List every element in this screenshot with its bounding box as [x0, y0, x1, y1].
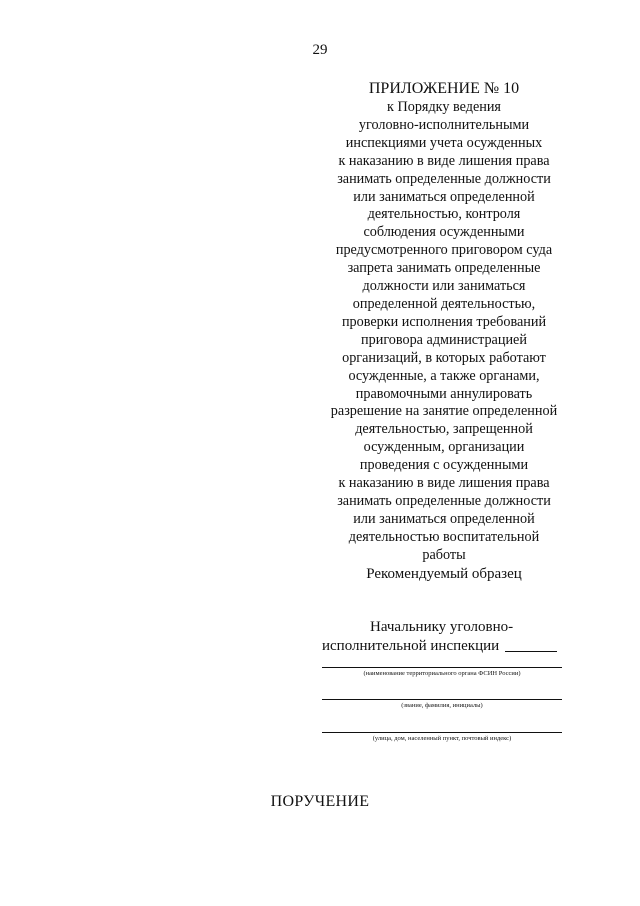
appendix-description: [314, 99, 574, 565]
appendix-line: определенной деятельностью,: [352, 295, 536, 312]
addressee-line-2: [322, 637, 572, 656]
appendix-line: должности или заниматься: [362, 278, 526, 295]
appendix-line: соблюдения осужденными: [363, 224, 525, 241]
appendix-line: разрешение на занятие определенной: [330, 403, 558, 420]
appendix-line: осужденные, а также органами,: [348, 367, 540, 384]
organ-name-caption: (наименование территориального органа ФСИН России): [363, 670, 521, 677]
appendix-line: осужденным, организации: [363, 439, 525, 456]
appendix-line: предусмотренного приговором суда: [335, 242, 553, 259]
appendix-line: к наказанию в виде лишения права: [338, 152, 550, 169]
addressee-line-2-text: исполнительной инспекции: [322, 638, 500, 654]
appendix-title: ПРИЛОЖЕНИЕ № 10: [368, 80, 520, 97]
person-name-field[interactable]: [322, 699, 562, 700]
person-name-caption: (звание, фамилия, инициалы): [401, 702, 483, 709]
appendix-line: деятельностью воспитательной: [348, 528, 540, 545]
page-number: 29: [312, 42, 328, 58]
appendix-line: занимать определенные должности: [337, 492, 551, 509]
inspection-name-blank[interactable]: [505, 651, 557, 652]
appendix-line: запрета занимать определенные: [347, 260, 541, 277]
appendix-line: или заниматься определенной: [353, 188, 535, 205]
addressee-line-1: Начальнику уголовно-: [370, 619, 514, 635]
appendix-line: проведения с осужденными: [359, 457, 529, 474]
organ-name-field[interactable]: [322, 667, 562, 668]
appendix-line: уголовно-исполнительными: [358, 116, 530, 133]
appendix-line: инспекциями учета осужденных: [345, 134, 543, 151]
appendix-line: организаций, в которых работают: [342, 349, 546, 366]
appendix-line: или заниматься определенной: [353, 510, 535, 527]
appendix-line: работы: [422, 546, 466, 563]
order-title: ПОРУЧЕНИЕ: [270, 793, 370, 810]
appendix-line: проверки исполнения требований: [341, 313, 547, 330]
appendix-line: деятельностью, запрещенной: [355, 421, 533, 438]
appendix-line: деятельностью, контроля: [367, 206, 521, 223]
address-caption: (улица, дом, населенный пункт, почтовый индекс): [372, 735, 512, 742]
appendix-line: к наказанию в виде лишения права: [338, 475, 550, 492]
addressee-block: [322, 618, 572, 656]
appendix-line: занимать определенные должности: [337, 170, 551, 187]
appendix-line: приговора администрацией: [361, 331, 527, 348]
address-field[interactable]: [322, 732, 562, 733]
appendix-line: правомочными аннулировать: [355, 385, 533, 402]
appendix-line: к Порядку ведения: [387, 99, 501, 115]
recommended-sample-label: Рекомендуемый образец: [366, 566, 522, 582]
